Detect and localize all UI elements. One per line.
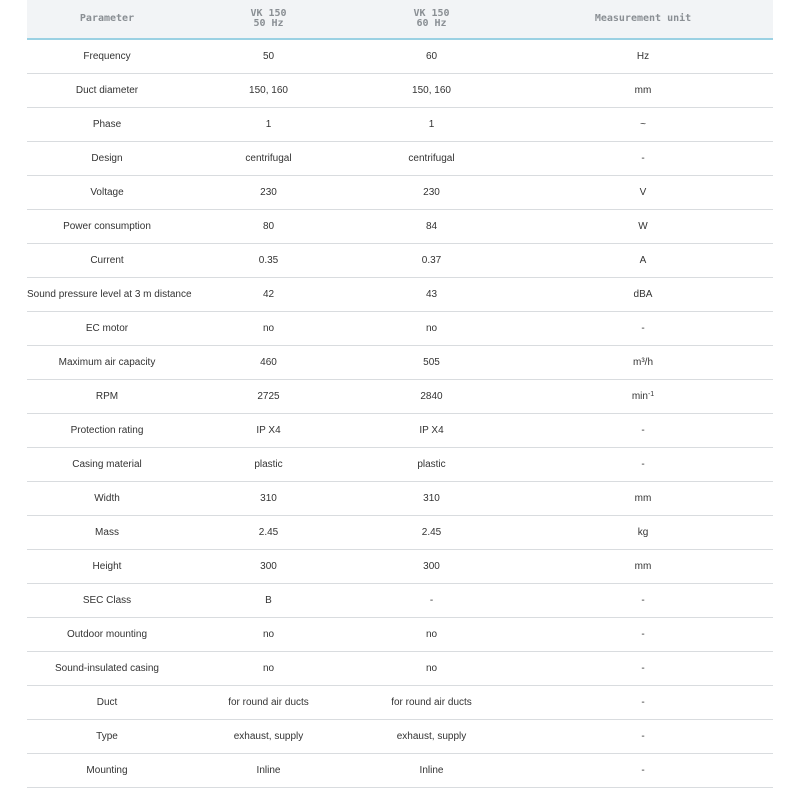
table-row <box>27 142 773 176</box>
row-unit-text: - <box>641 153 645 164</box>
row-parameter-text: Power consumption <box>63 221 151 232</box>
table-row <box>27 39 773 74</box>
row-unit <box>513 380 773 414</box>
row-parameter <box>27 448 187 482</box>
row-parameter <box>27 754 187 788</box>
row-parameter-text: Frequency <box>83 51 131 62</box>
row-value-60hz-text: no <box>425 663 438 674</box>
left-margin <box>0 0 27 800</box>
row-parameter-text: Phase <box>92 119 122 130</box>
row-unit-text: kg <box>637 527 649 538</box>
row-value-60hz <box>350 618 513 652</box>
row-value-60hz-text: no <box>425 323 438 334</box>
row-parameter <box>27 550 187 584</box>
row-unit <box>513 108 773 142</box>
row-parameter-text: Sound pressure level at 3 m distance <box>27 289 192 300</box>
row-parameter-text: Casing material <box>72 459 142 470</box>
row-parameter <box>27 74 187 108</box>
row-unit-text: W <box>638 221 648 232</box>
row-value-50hz <box>187 278 350 312</box>
table-row <box>27 346 773 380</box>
row-value-50hz <box>187 516 350 550</box>
row-parameter-text: Type <box>96 731 118 742</box>
row-unit <box>513 720 773 754</box>
row-unit-text: - <box>641 595 645 606</box>
row-parameter-text: Protection rating <box>70 425 144 436</box>
row-unit <box>513 550 773 584</box>
row-value-60hz <box>350 550 513 584</box>
row-value-50hz <box>187 584 350 618</box>
row-value-60hz <box>350 39 513 74</box>
table-header <box>27 0 773 39</box>
row-value-60hz <box>350 720 513 754</box>
row-unit-text: - <box>641 697 645 708</box>
row-value-60hz <box>350 312 513 346</box>
row-parameter-text: Voltage <box>90 187 124 198</box>
row-value-60hz <box>350 210 513 244</box>
row-parameter-text: Duct <box>96 697 118 708</box>
row-value-50hz <box>187 244 350 278</box>
row-value-60hz-text: 84 <box>425 221 438 232</box>
table-row <box>27 108 773 142</box>
table-row <box>27 176 773 210</box>
row-unit <box>513 346 773 380</box>
row-unit <box>513 652 773 686</box>
row-parameter-text: Height <box>92 561 122 572</box>
row-value-60hz <box>350 414 513 448</box>
row-value-50hz <box>187 74 350 108</box>
table-row <box>27 618 773 652</box>
row-value-60hz-text: 60 <box>425 51 438 62</box>
row-value-60hz <box>350 754 513 788</box>
row-value-60hz <box>350 108 513 142</box>
table-row <box>27 414 773 448</box>
header-vk150-60hz <box>350 0 513 39</box>
row-parameter-text: Sound-insulated casing <box>55 663 159 674</box>
row-value-50hz-text: 80 <box>262 221 275 232</box>
row-unit-superscript: -1 <box>647 391 655 398</box>
row-parameter-text: SEC Class <box>82 595 132 606</box>
row-parameter <box>27 278 192 312</box>
row-parameter <box>27 244 187 278</box>
row-value-60hz-text: - <box>429 595 434 606</box>
row-value-50hz <box>187 210 350 244</box>
specifications-table <box>27 0 773 788</box>
row-value-60hz-text: 230 <box>423 187 440 198</box>
row-value-50hz-text: B <box>265 595 272 606</box>
row-unit <box>513 176 773 210</box>
row-parameter <box>27 380 187 414</box>
row-unit-text: ~ <box>640 119 646 130</box>
table-row <box>27 448 773 482</box>
row-parameter-text: Width <box>94 493 120 504</box>
row-unit-text: - <box>641 765 645 776</box>
row-parameter-text: Mass <box>95 527 119 538</box>
row-value-60hz <box>350 278 513 312</box>
row-parameter <box>27 720 187 754</box>
row-value-50hz-text: 300 <box>260 561 277 572</box>
table-row <box>27 210 773 244</box>
row-parameter-text: Design <box>91 153 123 164</box>
row-unit <box>513 142 773 176</box>
header-vk150-60hz-model: VK 150 <box>413 8 450 19</box>
row-parameter <box>27 346 187 380</box>
row-value-60hz <box>350 244 513 278</box>
header-vk150-50hz-frequency: 50 Hz <box>253 18 284 29</box>
row-value-60hz <box>350 686 513 720</box>
row-value-60hz-text: 300 <box>423 561 440 572</box>
row-parameter <box>27 39 187 74</box>
row-parameter-text: Outdoor mounting <box>66 629 148 640</box>
table-row <box>27 584 773 618</box>
row-unit-text: min <box>631 391 648 402</box>
row-unit-text: - <box>641 731 645 742</box>
row-unit <box>513 244 773 278</box>
row-value-50hz-text: 50 <box>262 51 275 62</box>
row-unit <box>513 39 773 74</box>
row-parameter-text: Duct diameter <box>75 85 139 96</box>
row-value-60hz <box>350 516 513 550</box>
row-parameter <box>27 142 187 176</box>
row-value-50hz-text: 0.35 <box>258 255 279 266</box>
row-parameter <box>27 516 187 550</box>
row-value-60hz-text: 310 <box>423 493 440 504</box>
row-value-50hz-text: 1 <box>265 119 272 130</box>
row-value-50hz-text: 460 <box>260 357 277 368</box>
row-value-50hz-text: no <box>262 323 275 334</box>
header-measurement-unit <box>513 0 773 39</box>
row-unit-text: mm <box>634 85 652 96</box>
row-value-50hz-text: 2725 <box>257 391 280 402</box>
row-value-50hz <box>187 380 350 414</box>
row-value-60hz-text: 43 <box>425 289 438 300</box>
row-value-60hz-text: centrifugal <box>408 153 455 164</box>
row-unit <box>513 278 773 312</box>
row-parameter-text: Maximum air capacity <box>58 357 156 368</box>
table-row <box>27 74 773 108</box>
row-value-50hz <box>187 448 350 482</box>
table-row <box>27 244 773 278</box>
row-unit-text: mm <box>634 561 652 572</box>
row-unit-text: - <box>641 425 645 436</box>
row-value-50hz-text: exhaust, supply <box>233 731 304 742</box>
header-vk150-50hz-model: VK 150 <box>250 8 287 19</box>
row-unit-text: A <box>639 255 647 266</box>
row-value-60hz-text: 505 <box>423 357 440 368</box>
table-row <box>27 720 773 754</box>
row-value-50hz <box>187 346 350 380</box>
row-value-60hz <box>350 176 513 210</box>
row-value-50hz <box>187 754 350 788</box>
row-unit-text: m³/h <box>633 357 653 368</box>
row-value-50hz-text: no <box>262 629 275 640</box>
row-unit-text: dBA <box>633 289 653 300</box>
row-value-50hz <box>187 686 350 720</box>
row-unit <box>513 74 773 108</box>
row-unit <box>513 414 773 448</box>
row-unit <box>513 312 773 346</box>
row-value-60hz <box>350 448 513 482</box>
table-row <box>27 380 773 414</box>
header-parameter <box>27 0 187 39</box>
row-unit <box>513 210 773 244</box>
row-parameter-text: EC motor <box>85 323 129 334</box>
row-value-60hz <box>350 74 513 108</box>
row-unit-text: Hz <box>636 51 650 62</box>
row-parameter <box>27 482 187 516</box>
row-parameter <box>27 176 187 210</box>
row-parameter <box>27 686 187 720</box>
row-value-50hz-text: 42 <box>262 289 275 300</box>
header-parameter-label: Parameter <box>79 13 135 24</box>
row-parameter-text: Mounting <box>86 765 128 776</box>
row-value-50hz <box>187 142 350 176</box>
row-value-60hz-text: IP X4 <box>419 425 444 436</box>
row-unit <box>513 618 773 652</box>
row-unit-text: - <box>641 459 645 470</box>
row-unit-text: mm <box>634 493 652 504</box>
row-unit <box>513 448 773 482</box>
header-measurement-unit-label: Measurement unit <box>594 13 692 24</box>
table-row <box>27 754 773 788</box>
row-value-60hz-text: 2.45 <box>421 527 442 538</box>
row-value-60hz <box>350 482 513 516</box>
table-row <box>27 516 773 550</box>
row-parameter <box>27 312 187 346</box>
row-value-50hz-text: 230 <box>260 187 277 198</box>
row-value-50hz <box>187 720 350 754</box>
table-row <box>27 686 773 720</box>
row-value-60hz-text: for round air ducts <box>391 697 472 708</box>
row-value-60hz-text: 2840 <box>420 391 443 402</box>
row-value-60hz-text: Inline <box>419 765 444 776</box>
header-vk150-60hz-frequency: 60 Hz <box>416 18 447 29</box>
row-unit-text: - <box>641 323 645 334</box>
row-value-50hz <box>187 618 350 652</box>
row-value-60hz-text: 150, 160 <box>412 85 451 96</box>
row-unit <box>513 516 773 550</box>
row-value-60hz-text: exhaust, supply <box>396 731 467 742</box>
row-value-50hz-text: Inline <box>256 765 281 776</box>
row-value-50hz-text: 150, 160 <box>249 85 288 96</box>
row-value-50hz-text: for round air ducts <box>228 697 309 708</box>
table-row <box>27 312 773 346</box>
row-value-60hz <box>350 380 513 414</box>
table-row <box>27 278 773 312</box>
row-value-60hz-text: 1 <box>428 119 435 130</box>
row-value-50hz-text: no <box>262 663 275 674</box>
row-parameter <box>27 108 187 142</box>
row-parameter <box>27 584 187 618</box>
row-parameter-text: Current <box>90 255 124 266</box>
row-parameter-text: RPM <box>95 391 119 402</box>
row-value-50hz <box>187 108 350 142</box>
table-row <box>27 482 773 516</box>
row-value-60hz-text: plastic <box>417 459 446 470</box>
row-unit-text: - <box>641 663 645 674</box>
row-value-50hz <box>187 39 350 74</box>
row-value-50hz <box>187 652 350 686</box>
row-unit-text: - <box>641 629 645 640</box>
row-value-50hz <box>187 176 350 210</box>
row-value-50hz <box>187 550 350 584</box>
row-unit <box>513 686 773 720</box>
row-value-60hz <box>350 652 513 686</box>
table-row <box>27 652 773 686</box>
row-value-60hz <box>350 142 513 176</box>
row-value-60hz <box>350 584 513 618</box>
table-row <box>27 550 773 584</box>
row-value-50hz <box>187 482 350 516</box>
row-value-60hz-text: 0.37 <box>421 255 442 266</box>
row-parameter <box>27 618 187 652</box>
header-vk150-50hz <box>187 0 350 39</box>
row-parameter <box>27 414 187 448</box>
row-parameter <box>27 210 187 244</box>
row-unit <box>513 584 773 618</box>
row-value-50hz-text: centrifugal <box>245 153 292 164</box>
row-value-50hz <box>187 414 350 448</box>
row-value-60hz-text: no <box>425 629 438 640</box>
row-value-50hz-text: IP X4 <box>256 425 281 436</box>
row-value-50hz-text: plastic <box>254 459 283 470</box>
row-value-50hz-text: 310 <box>260 493 277 504</box>
row-unit-text: V <box>639 187 647 198</box>
table-body <box>27 39 773 788</box>
row-value-60hz <box>350 346 513 380</box>
row-value-50hz-text: 2.45 <box>258 527 279 538</box>
row-unit <box>513 754 773 788</box>
row-unit <box>513 482 773 516</box>
row-value-50hz <box>187 312 350 346</box>
header-row <box>27 0 773 39</box>
row-parameter <box>27 652 187 686</box>
